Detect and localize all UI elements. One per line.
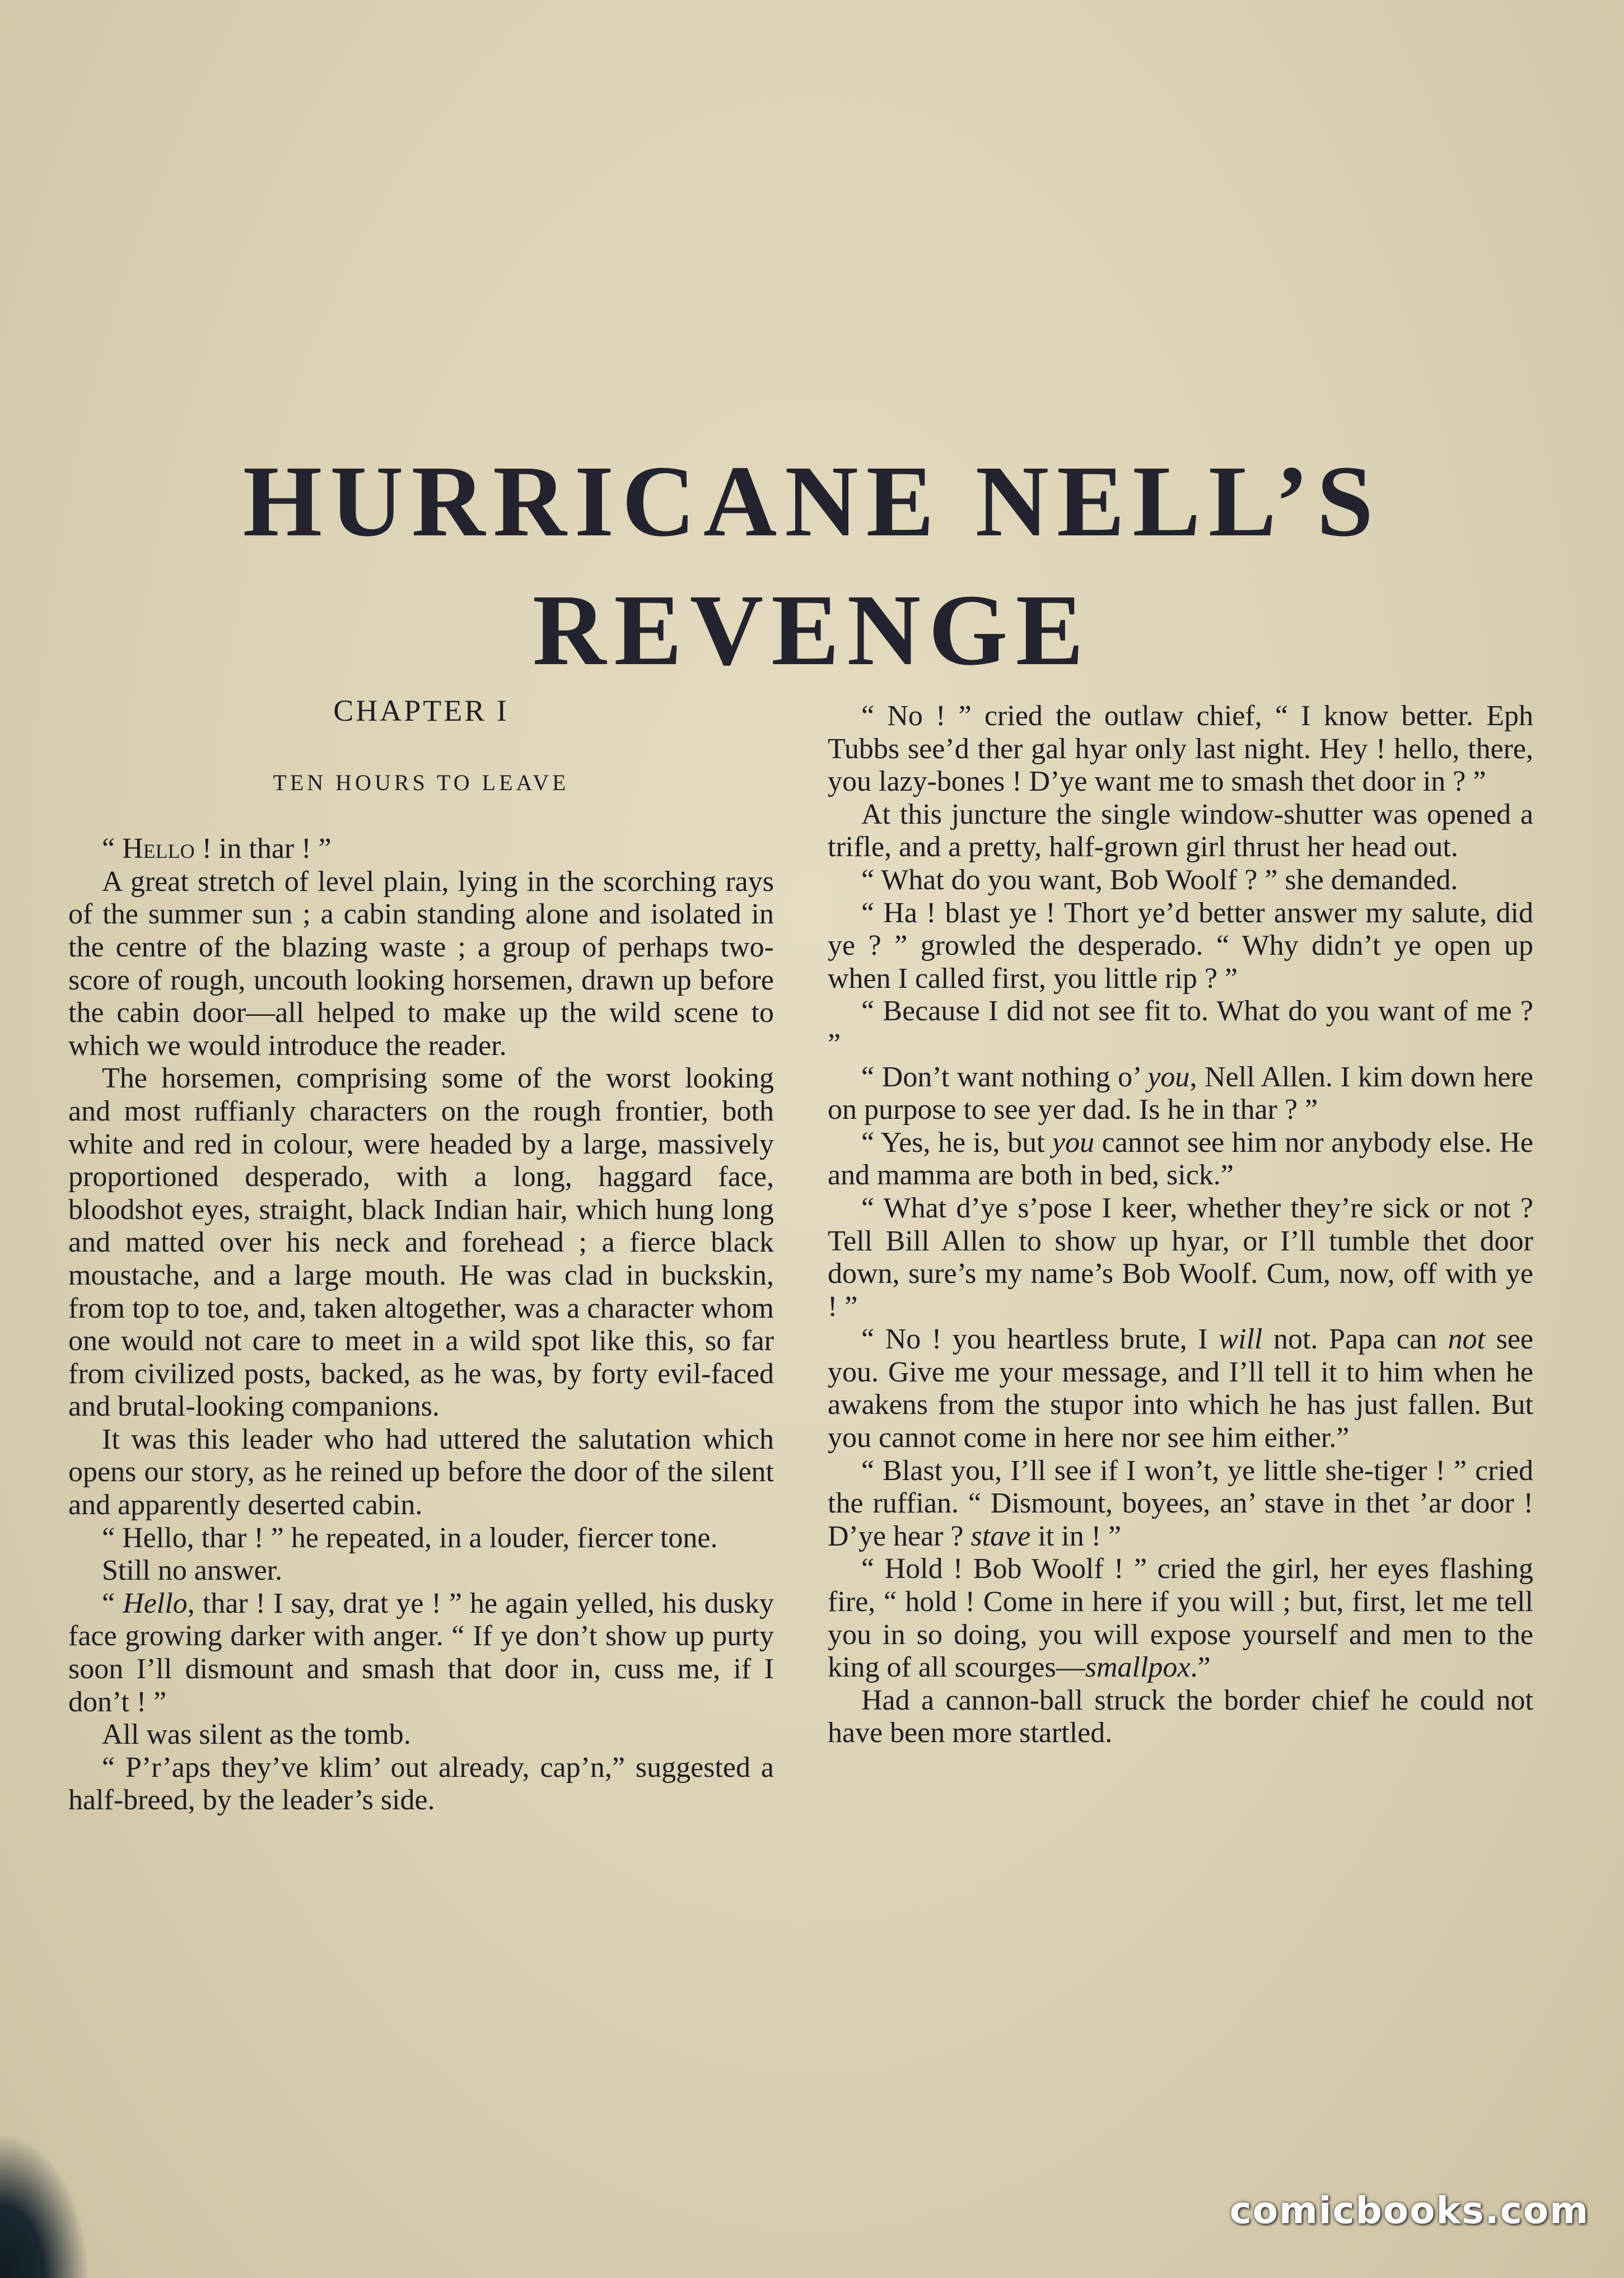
paragraph: “ P’r’aps they’ve klim’ out already, cap’n,” suggested a half-breed, by the leader’s side. — [68, 1751, 774, 1817]
paragraph-text: “ No ! you heartless brute, I — [861, 1323, 1219, 1356]
left-column — [68, 694, 774, 1817]
right-column — [828, 700, 1533, 1750]
paragraph: “ What do you want, Bob Woolf ? ” she demanded. — [861, 863, 1458, 896]
paragraph-text: not. Papa can — [1262, 1323, 1448, 1356]
paragraph-text: , Nell Allen. I kim down here on purpose to see yer dad. Is he in thar ? ” — [828, 1061, 1533, 1126]
emphasis: not — [1448, 1323, 1485, 1356]
paragraph — [828, 1323, 1533, 1454]
paragraph — [828, 1553, 1533, 1684]
paragraph-text: , thar ! I say, drat ye ! ” he again yelled, his dusky face growing darker with anger. “ If ye don’t show up purty soon I’ll dismount and smash that door in, cuss me, if I don’t ! ” — [68, 1587, 774, 1718]
story-title-line-1: HURRICANE NELL’S — [242, 445, 1382, 558]
paragraph-text: ! in thar ! ” — [194, 833, 332, 865]
paragraph: A great stretch of level plain, lying in the scorching rays of the summer sun ; a cabin standing alone and isolated in the centre of the blazing waste ; a group of perhaps two-score of rough, uncouth looking horsemen, drawn up before the cabin door—all helped to make up the wild scene to which we would introduce the reader. — [68, 865, 774, 1062]
emphasis: Hello — [123, 1587, 188, 1619]
story-title-line-2: REVENGE — [532, 574, 1092, 687]
paragraph — [828, 1061, 1533, 1127]
paragraph: “ No ! ” cried the outlaw chief, “ I know better. Eph Tubbs see’d ther gal hyar only last night. Hey ! hello, there, you lazy-bones ! D’ye want me to smash thet door in ? ” — [828, 700, 1533, 798]
paragraph: “ Hello, thar ! ” he repeated, in a louder, fiercer tone. — [102, 1521, 718, 1554]
paragraph-lead: “ Hello — [102, 833, 195, 865]
paragraph-text: .” — [1190, 1651, 1211, 1684]
emphasis: will — [1219, 1323, 1263, 1356]
paragraph: Had a cannon-ball struck the border chief he could not have been more startled. — [828, 1684, 1533, 1749]
paragraph: “ Because I did not see fit to. What do you want of me ? ” — [828, 995, 1533, 1060]
paragraph — [828, 1127, 1533, 1192]
emphasis: smallpox — [1085, 1651, 1191, 1684]
paragraph-text: cannot see him nor anybody else. He and mamma are both in bed, sick.” — [828, 1126, 1533, 1192]
story-title — [67, 437, 1557, 695]
paragraph-text: “ Hold ! Bob Woolf ! ” cried the girl, her eyes flashing fire, “ hold ! Come in here if you will ; but, first, let me tell you in so doing, you will expose yourself and men to the king of all scourges— — [828, 1553, 1533, 1684]
emphasis: you — [1147, 1061, 1190, 1093]
paragraph — [68, 833, 774, 866]
emphasis: stave — [970, 1520, 1031, 1552]
emphasis: you — [1052, 1126, 1095, 1159]
paragraph — [828, 1455, 1533, 1553]
paragraph: “ Ha ! blast ye ! Thort ye’d better answer my salute, did ye ? ” growled the desperado. “ Why didn’t ye open up when I called first, you little rip ? ” — [828, 897, 1533, 995]
paragraph-text: it in ! ” — [1030, 1520, 1122, 1552]
paragraph-text: “ — [102, 1587, 123, 1619]
paragraph-text: “ Yes, he is, but — [861, 1126, 1052, 1159]
paragraph: At this juncture the single window-shutter was opened a trifle, and a pretty, half-grown girl thrust her head out. — [828, 798, 1533, 863]
paragraph-text: “ Blast you, I’ll see if I won’t, ye little she-tiger ! ” cried the ruffian. “ Dismount, boyees, an’ stave in thet ’ar door ! D’ye hear ? — [828, 1454, 1533, 1552]
chapter-subtitle: TEN HOURS TO LEAVE — [273, 769, 570, 795]
chapter-heading: CHAPTER I — [333, 694, 509, 727]
paragraph: “ What d’ye s’pose I keer, whether they’re sick or not ? Tell Bill Allen to show up hyar, or I’ll tumble thet door down, sure’s my name’s Bob Woolf. Cum, now, off with ye ! ” — [828, 1192, 1533, 1323]
page-corner-shadow — [0, 2132, 90, 2278]
paragraph: Still no answer. — [102, 1555, 283, 1587]
watermark: comicbooks.com — [1229, 2189, 1589, 2232]
paragraph: All was silent as the tomb. — [102, 1719, 411, 1751]
paragraph: It was this leader who had uttered the salutation which opens our story, as he reined up before the door of the silent and apparently deserted cabin. — [68, 1423, 774, 1521]
paragraph-text: “ Don’t want nothing o’ — [861, 1061, 1148, 1093]
paragraph — [68, 1588, 774, 1719]
paragraph: The horsemen, comprising some of the worst looking and most ruffianly characters on the rough frontier, both white and red in colour, were headed by a large, massively proportioned desperado, with a long, haggard face, bloodshot eyes, straight, black Indian hair, which hung long and matted over his neck and forehead ; a fierce black moustache, and a large mouth. He was clad in buckskin, from top to toe, and, taken altogether, was a character whom one would not care to meet in a wild spot like this, so far from civilized posts, backed, as he was, by forty evil-faced and brutal-looking companions. — [68, 1062, 774, 1423]
paragraph-text: see you. Give me your message, and I’ll tell it to him when he awakens from the stupor into which he has just fallen. But you cannot come in here nor see him either.” — [828, 1323, 1533, 1454]
